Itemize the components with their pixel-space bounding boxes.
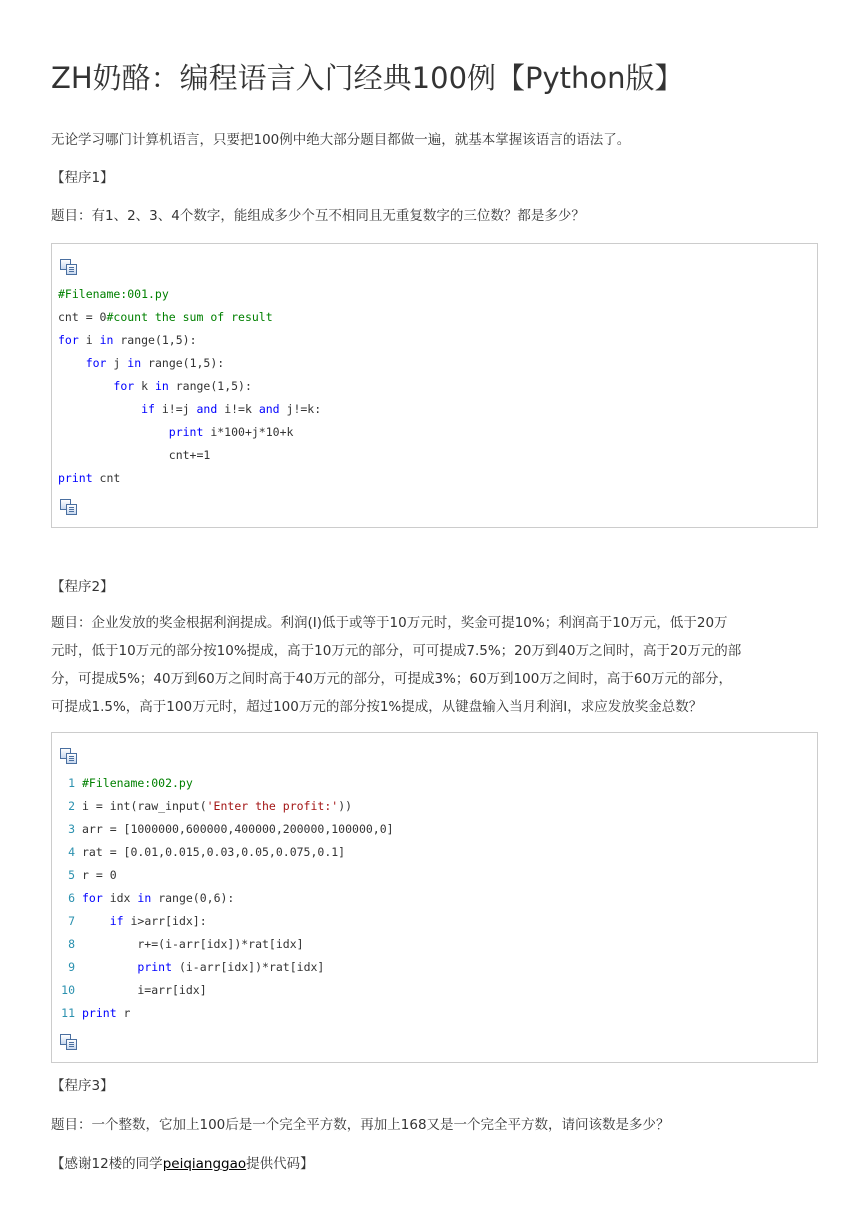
- code-text: range(1,5):: [113, 333, 197, 347]
- question-line: 题目：企业发放的奖金根据利润提成。利润(I)低于或等于10万元时，奖金可提10%；利润高于10万元，低于20万: [51, 615, 728, 631]
- code-text: (i-arr[idx])*rat[idx]: [172, 960, 325, 974]
- intro-text: 无论学习哪门计算机语言，只要把100例中绝大部分题目都做一遍，就基本掌握该语言的语法了。: [51, 132, 631, 148]
- program2-heading: 【程序2】: [51, 579, 114, 595]
- line-number: 7: [68, 914, 75, 928]
- line-number: 11: [61, 1006, 75, 1020]
- code-keyword: for: [82, 891, 103, 905]
- code-text: j!=k:: [279, 402, 322, 416]
- line-number: 10: [61, 983, 75, 997]
- code-text: j: [106, 356, 128, 370]
- copy-code-icon[interactable]: [60, 259, 78, 275]
- code-text: r = 0: [82, 868, 117, 882]
- code-line: [58, 910, 394, 933]
- line-number: 5: [68, 868, 75, 882]
- code-keyword: print: [82, 1006, 117, 1020]
- program2-code-block: [51, 732, 818, 1063]
- code-text: i!=k: [217, 402, 259, 416]
- code-line: [58, 283, 321, 306]
- code-keyword: print: [58, 471, 93, 485]
- question-line: 分，可提成5%；40万到60万之间时高于40万元的部分，可提成3%；60万到100万之间时，高于60万元的部分，: [51, 671, 732, 687]
- program3-question: 题目：一个整数，它加上100后是一个完全平方数，再加上168又是一个完全平方数，请问该数是多少？: [51, 1117, 670, 1133]
- code-line: [58, 864, 394, 887]
- code-keyword: in: [127, 356, 142, 370]
- thanks-prefix: 【感谢12楼的同学: [51, 1156, 163, 1172]
- code-text: i: [78, 333, 100, 347]
- code-keyword: for: [58, 333, 79, 347]
- code-line: [58, 467, 321, 490]
- code-line: [58, 772, 394, 795]
- thanks-suffix: 提供代码】: [246, 1156, 314, 1172]
- code-text: arr = [1000000,600000,400000,200000,100000,0]: [82, 822, 394, 836]
- copy-code-icon[interactable]: [60, 748, 78, 764]
- code-text: [58, 425, 169, 439]
- code-text: i=arr[idx]: [82, 983, 207, 997]
- code-line: [58, 933, 394, 956]
- code-text: range(0,6):: [151, 891, 235, 905]
- page-title: ZH奶酪：编程语言入门经典100例【Python版】: [51, 61, 684, 95]
- code-text: range(1,5):: [168, 379, 252, 393]
- program1-heading: 【程序1】: [51, 170, 114, 186]
- code-line: [58, 398, 321, 421]
- code-text: cnt = 0: [58, 310, 107, 324]
- code-keyword: in: [137, 891, 152, 905]
- line-number: 2: [68, 799, 75, 813]
- code-listing: [58, 283, 321, 490]
- code-line: [58, 352, 321, 375]
- code-line: [58, 841, 394, 864]
- code-text: idx: [102, 891, 138, 905]
- code-keyword: print: [137, 960, 173, 974]
- code-keyword: print: [168, 425, 204, 439]
- program1-code-block: [51, 243, 818, 528]
- question-line: 元时，低于10万元的部分按10%提成，高于10万元的部分，可可提成7.5%；20万到40万之间时，高于20万元的部: [51, 643, 742, 659]
- code-text: [82, 960, 137, 974]
- code-line: [58, 818, 394, 841]
- code-line: [58, 1002, 394, 1025]
- code-line: [58, 956, 394, 979]
- program1-question: 题目：有1、2、3、4个数字，能组成多少个互不相同且无重复数字的三位数？都是多少？: [51, 208, 585, 224]
- code-line: [58, 444, 321, 467]
- code-keyword: if: [141, 402, 155, 416]
- code-line: [58, 306, 321, 329]
- line-number: 3: [68, 822, 75, 836]
- code-line: [58, 421, 321, 444]
- code-keyword: and: [258, 402, 280, 416]
- code-keyword: in: [99, 333, 114, 347]
- code-keyword: for: [85, 356, 107, 370]
- code-line: [58, 887, 394, 910]
- code-line: [58, 979, 394, 1002]
- line-number: 6: [68, 891, 75, 905]
- program2-question: [51, 609, 821, 721]
- code-text: cnt: [92, 471, 121, 485]
- code-text: cnt+=1: [58, 448, 211, 462]
- code-line: [58, 375, 321, 398]
- code-text: r: [116, 1006, 131, 1020]
- code-comment: #count the sum of result: [106, 310, 273, 324]
- question-line: 可提成1.5%，高于100万元时，超过100万元的部分按1%提成，从键盘输入当月利润I，求应发放奖金总数？: [51, 699, 703, 715]
- code-keyword: in: [154, 379, 169, 393]
- program3-thanks: [51, 1150, 314, 1178]
- code-comment: #Filename:001.py: [58, 287, 169, 301]
- code-line: [58, 795, 394, 818]
- code-text: k: [134, 379, 155, 393]
- code-text: [58, 356, 86, 370]
- code-text: rat = [0.01,0.015,0.03,0.05,0.075,0.1]: [82, 845, 346, 859]
- code-text: )): [338, 799, 353, 813]
- program3-heading: 【程序3】: [51, 1078, 114, 1094]
- code-text: [58, 402, 141, 416]
- code-keyword: if: [109, 914, 124, 928]
- code-text: r+=(i-arr[idx])*rat[idx]: [82, 937, 304, 951]
- code-text: [82, 914, 110, 928]
- code-text: i!=j: [154, 402, 197, 416]
- line-number: 4: [68, 845, 75, 859]
- code-listing: [58, 772, 394, 1025]
- code-text: i>arr[idx]:: [123, 914, 207, 928]
- line-number: 9: [68, 960, 75, 974]
- code-text: [58, 379, 113, 393]
- code-string: 'Enter the profit:': [206, 799, 339, 813]
- code-keyword: for: [113, 379, 135, 393]
- contributor-link[interactable]: peiqianggao: [162, 1156, 247, 1172]
- code-text: i = int(raw_input(: [82, 799, 207, 813]
- code-comment: #Filename:002.py: [82, 776, 193, 790]
- copy-code-icon[interactable]: [60, 1034, 78, 1050]
- code-keyword: and: [196, 402, 218, 416]
- copy-code-icon[interactable]: [60, 499, 78, 515]
- code-text: range(1,5):: [141, 356, 225, 370]
- code-text: i*100+j*10+k: [203, 425, 294, 439]
- line-number: 1: [68, 776, 75, 790]
- code-line: [58, 329, 321, 352]
- line-number: 8: [68, 937, 75, 951]
